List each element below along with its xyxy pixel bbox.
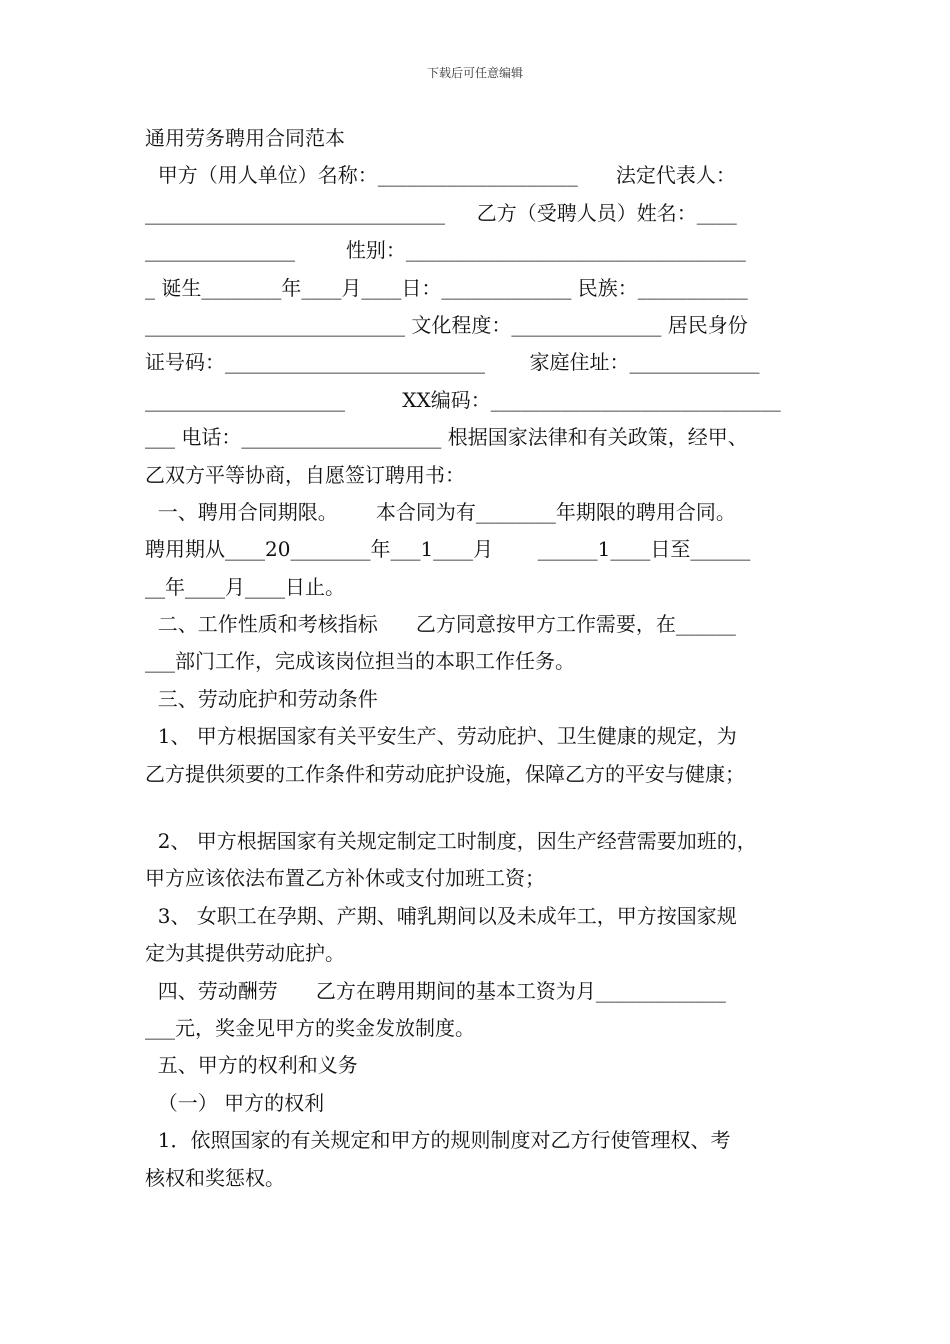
- text-line: 2、 甲方根据国家有关规定制定工时制度，因生产经营需要加班的，: [145, 829, 757, 854]
- text-line: 证号码：__________________________ 家庭住址：_____________: [145, 350, 760, 375]
- section-heading: 四、劳动酬劳 乙方在聘用期间的基本工资为月_____________: [145, 978, 726, 1003]
- text-line: 甲方（用人单位）名称：____________________ 法定代表人：: [145, 163, 736, 188]
- text-line: 聘用期从____20________年___1____月 ______1____日至______: [145, 537, 751, 562]
- text-line: ______________________________ 乙方（受聘人员）姓名：____: [145, 200, 737, 225]
- text-line: __________________________ 文化程度：_______________ 居民身份: [145, 312, 748, 337]
- text-line: 3、 女职工在孕期、产期、哺乳期间以及未成年工，甲方按国家规: [145, 903, 737, 928]
- contract-body: [145, 120, 815, 1197]
- text-line: 核权和奖惩权。: [145, 1165, 285, 1190]
- text-line: ___部门工作，完成该岗位担当的本职工作任务。: [145, 649, 575, 674]
- text-line: ___元，奖金见甲方的奖金发放制度。: [145, 1015, 475, 1040]
- text-line: 定为其提供劳动庇护。: [145, 941, 345, 966]
- text-line: 1．依照国家的有关规定和甲方的规则制度对乙方行使管理权、考: [145, 1128, 731, 1153]
- text-line: ___ 电话：____________________ 根据国家法律和有关政策，经甲、: [145, 425, 748, 450]
- text-line: 乙方提供须要的工作条件和劳动庇护设施，保障乙方的平安与健康；: [145, 761, 745, 786]
- text-line: 1、 甲方根据国家有关平安生产、劳动庇护、卫生健康的规定，为: [145, 724, 737, 749]
- subsection-heading: （一） 甲方的权利: [145, 1090, 325, 1115]
- text-line: ____________________ XX编码：_____________________________: [145, 387, 781, 412]
- page-header-note: 下载后可任意编辑: [426, 66, 523, 80]
- text-line: 乙双方平等协商，自愿签订聘用书：: [145, 462, 465, 487]
- text-line: _______________ 性别：__________________________________: [145, 238, 746, 263]
- section-heading: 一、聘用合同期限。 本合同为有________年期限的聘用合同。: [145, 499, 736, 524]
- section-heading: 五、甲方的权利和义务: [145, 1053, 358, 1078]
- section-heading: 三、劳动庇护和劳动条件: [145, 686, 378, 711]
- document-title: 通用劳务聘用合同范本: [145, 126, 345, 150]
- text-line: 甲方应该依法布置乙方补休或支付加班工资；: [145, 866, 545, 891]
- text-line: __年____月____日止。: [145, 574, 345, 599]
- blank-line: [145, 793, 815, 823]
- section-heading: 二、工作性质和考核指标 乙方同意按甲方工作需要，在______: [145, 612, 736, 637]
- text-line: _ 诞生________年____月____日：_____________ 民族：___________: [145, 275, 748, 300]
